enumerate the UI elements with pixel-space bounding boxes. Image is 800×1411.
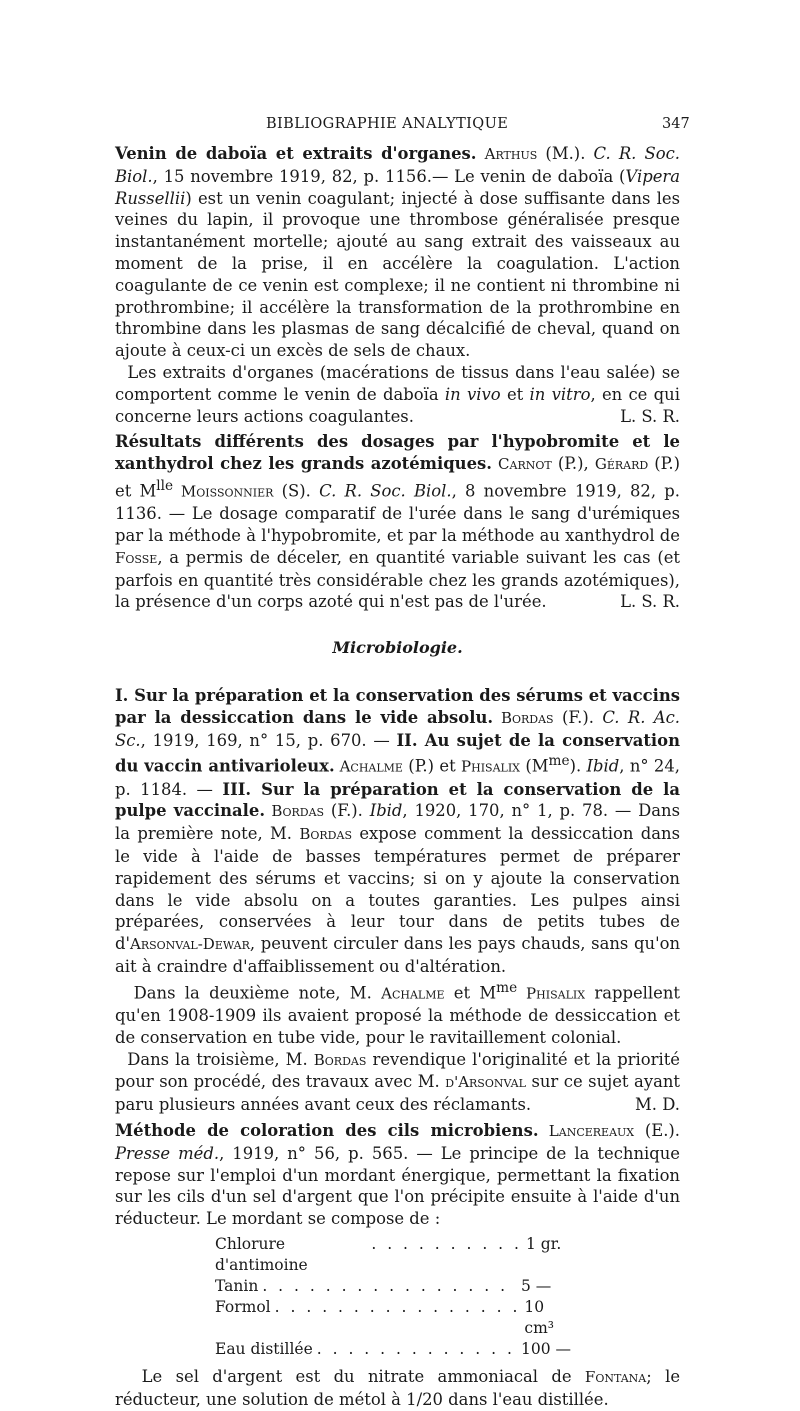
page-body <box>115 143 680 1411</box>
section-heading: Microbiologie. <box>332 638 463 658</box>
formula-row: Formol . . . . . . . . . . . . . . . . 10 cm³ <box>215 1298 554 1338</box>
page-number: 347 <box>662 116 690 132</box>
formula-row: Tanin . . . . . . . . . . . . . . . . 5 — <box>215 1277 552 1296</box>
journal: C. R. Soc. Biol. <box>115 144 681 186</box>
mordant-formula <box>215 1234 575 1360</box>
abstract-entry-hypobromite: Résultats différents des dosages par l'hypobromite et le xanthydrol chez les grands azotémiques. Carnot (P.), Gérard (P.) et $M^{lle}$ Moissonnier (S). C. R. Soc. Biol., 8 novembre 1919, 82, p. 1136. — Le dosage comparatif de l'urée dans le sang d'urémiques par la méthode à l'hypobromite, et par la méthode au xanthydrol de Fosse, a permis de déceler, en quantité variable suivant les cas (et parfois en quantité très considérable chez les grands azotémiques), la présence d'un corps azoté qui n'est pas de l'urée. L. S. R. <box>115 432 680 612</box>
formula-row: Chlorure d'antimoine . . . . . . . . . . 1 gr. <box>215 1235 562 1275</box>
signature: L. S. R. <box>620 592 680 612</box>
entry-title: Résultats différents des dosages par l'hypobromite et le xanthydrol chez les grands azotémiques. <box>115 432 680 474</box>
journal: Presse méd. <box>115 1143 220 1163</box>
abstract-entry-dessiccation: I. Sur la préparation et la conservation des sérums et vaccins par la dessiccation dans le vide absolu. Bordas (F.). C. R. Ac. Sc., 1919, 169, n° 15, p. 670. — II. Au sujet de la conservation du vaccin antivarioleux. Achalme (P.) et Phisalix $(M^{me})$. Ibid, n° 24, p. 1184. — III. Sur la préparation et la conservation de la pulpe vaccinale. Bordas (F.). Ibid, 1920, 170, n° 1, p. 78. — Dans la première note, M. Bordas expose comment la dessiccation dans le vide à l'aide de basses températures permet de préparer rapidement des sérums et vaccins; si on y ajoute la conservation dans le vide absolu on a toutes garanties. Les pulpes ainsi préparées, conservées à leur tour dans de petits tubes de d'Arsonval-Dewar, peuvent circuler dans les pays chauds, sans qu'on ait à craindre d'affaiblissement ou d'altération. Dans la deuxième note, M. Achalme et $M^{me}$ Phisalix rappellent qu'en 1908-1909 ils avaient proposé la méthode de dessiccation et de conservation en tube vide, pour le ravitaillement colonial. Dans la troisième, M. Bordas revendique l'originalité et la priorité pour son procédé, des travaux avec M. d'Arsonval sur ce sujet ayant paru plusieurs années avant ceux des réclamants. M. D. <box>115 686 681 1115</box>
entry-title: Méthode de coloration des cils microbiens. <box>115 1121 539 1141</box>
species-name: Vipera Russellii <box>115 166 680 208</box>
page-header <box>0 116 800 140</box>
signature: M. D. <box>635 1095 680 1115</box>
abstract-entry-coloration: Méthode de coloration des cils microbiens. Lancereaux (E.). Presse méd., 1919, n° 56, p. 565. — Le principe de la technique repose sur l'emploi d'un mordant énergique, permettant la fixation sur les cils d'un sel d'argent que l'on précipite ensuite à l'aide d'un réducteur. Le mordant se compose de : Chlorure d'antimoine . . . . . . . . . . 1 gr. Tanin . . . . . . . . . . . . . . . . 5 — Formol . . . . . . . . . . . . . . . . 10 cm³ Eau distillée . . . . . . . . . . . . . 100 — Le sel d'argent est du nitrate ammoniacal de Fontana; le réducteur, une solution de métol à 1/20 dans l'eau distillée. <box>115 1121 681 1409</box>
running-title: BIBLIOGRAPHIE ANALYTIQUE <box>266 116 509 132</box>
journal: C. R. Soc. Biol. <box>319 481 452 501</box>
signature: L. S. R. <box>620 406 680 426</box>
abstract-entry-venin: Venin de daboïa et extraits d'organes. Arthus (M.). C. R. Soc. Biol., 15 novembre 1919, 82, p. 1156.— Le venin de daboïa (Vipera Russellii) est un venin coagulant; injecté à dose suffisante dans les veines du lapin, il provoque une thrombose généralisée presque instantanément mortelle; ajouté au sang extrait des vaisseaux au moment de la prise, il en accélère la coagulation. L'action coagulante de ce venin est complexe; il ne contient ni thrombine ni prothrombine; il accélère la transformation de la prothrombine en thrombine dans les plasmas de sang décalcifié de cheval, quand on ajoute à ceux-ci un excès de sels de chaux. Les extraits d'organes (macérations de tissus dans l'eau salée) se comportent comme le venin de daboïa in vivo et in vitro, en ce qui concerne leurs actions coagulantes. L. S. R. <box>115 144 681 426</box>
author: Arthus <box>484 145 538 163</box>
formula-row: Eau distillée . . . . . . . . . . . . . 100 — <box>215 1340 572 1359</box>
entry-title: Venin de daboïa et extraits d'organes. <box>115 144 477 163</box>
